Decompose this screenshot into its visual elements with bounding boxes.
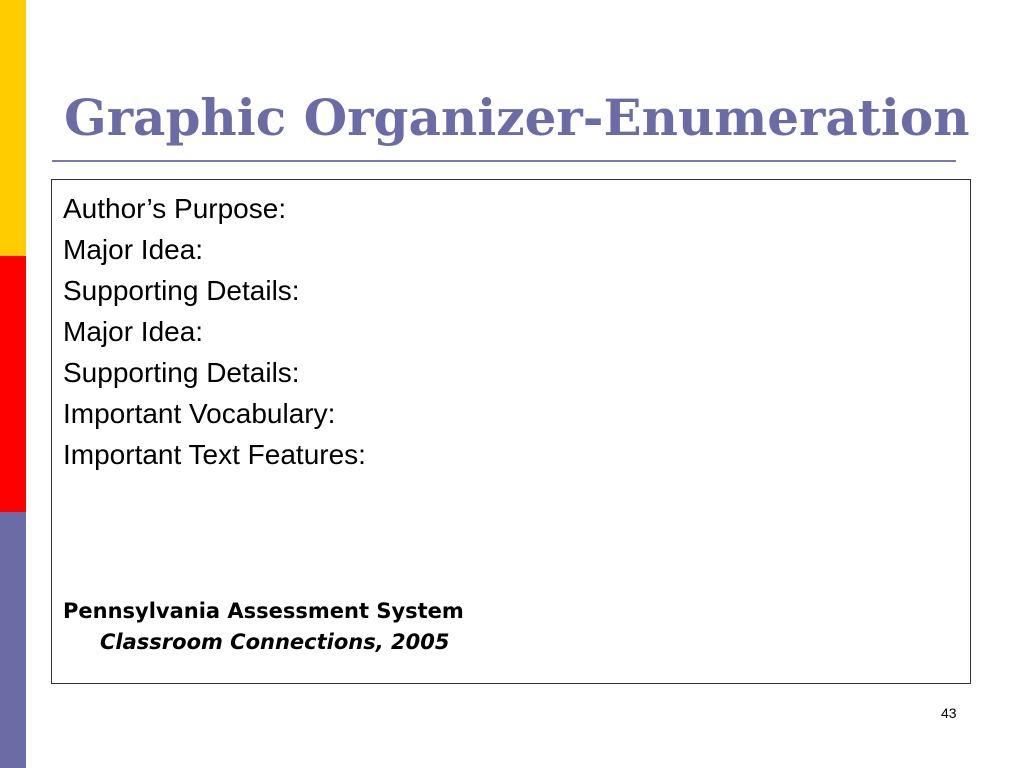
citation-organization: Pennsylvania Assessment System (63, 599, 464, 623)
organizer-list (63, 188, 366, 475)
organizer-item-important-vocabulary: Important Vocabulary: (63, 398, 336, 429)
citation (63, 596, 464, 658)
organizer-box (51, 179, 971, 684)
slide-title: Graphic Organizer-Enumeration (64, 88, 970, 147)
organizer-item-major-idea-2: Major Idea: (63, 316, 204, 347)
side-bar-yellow (0, 0, 26, 256)
organizer-item-authors-purpose: Author’s Purpose: (63, 193, 287, 224)
side-bar-blue (0, 512, 26, 768)
title-underline (52, 160, 956, 162)
organizer-item-important-text-features: Important Text Features: (63, 439, 366, 470)
side-bar-red (0, 256, 26, 512)
citation-source: Classroom Connections, 2005 (100, 630, 450, 654)
organizer-item-major-idea-1: Major Idea: (63, 234, 204, 265)
organizer-item-supporting-details-1: Supporting Details: (63, 275, 300, 306)
page-number: 43 (941, 705, 957, 721)
organizer-item-supporting-details-2: Supporting Details: (63, 357, 300, 388)
